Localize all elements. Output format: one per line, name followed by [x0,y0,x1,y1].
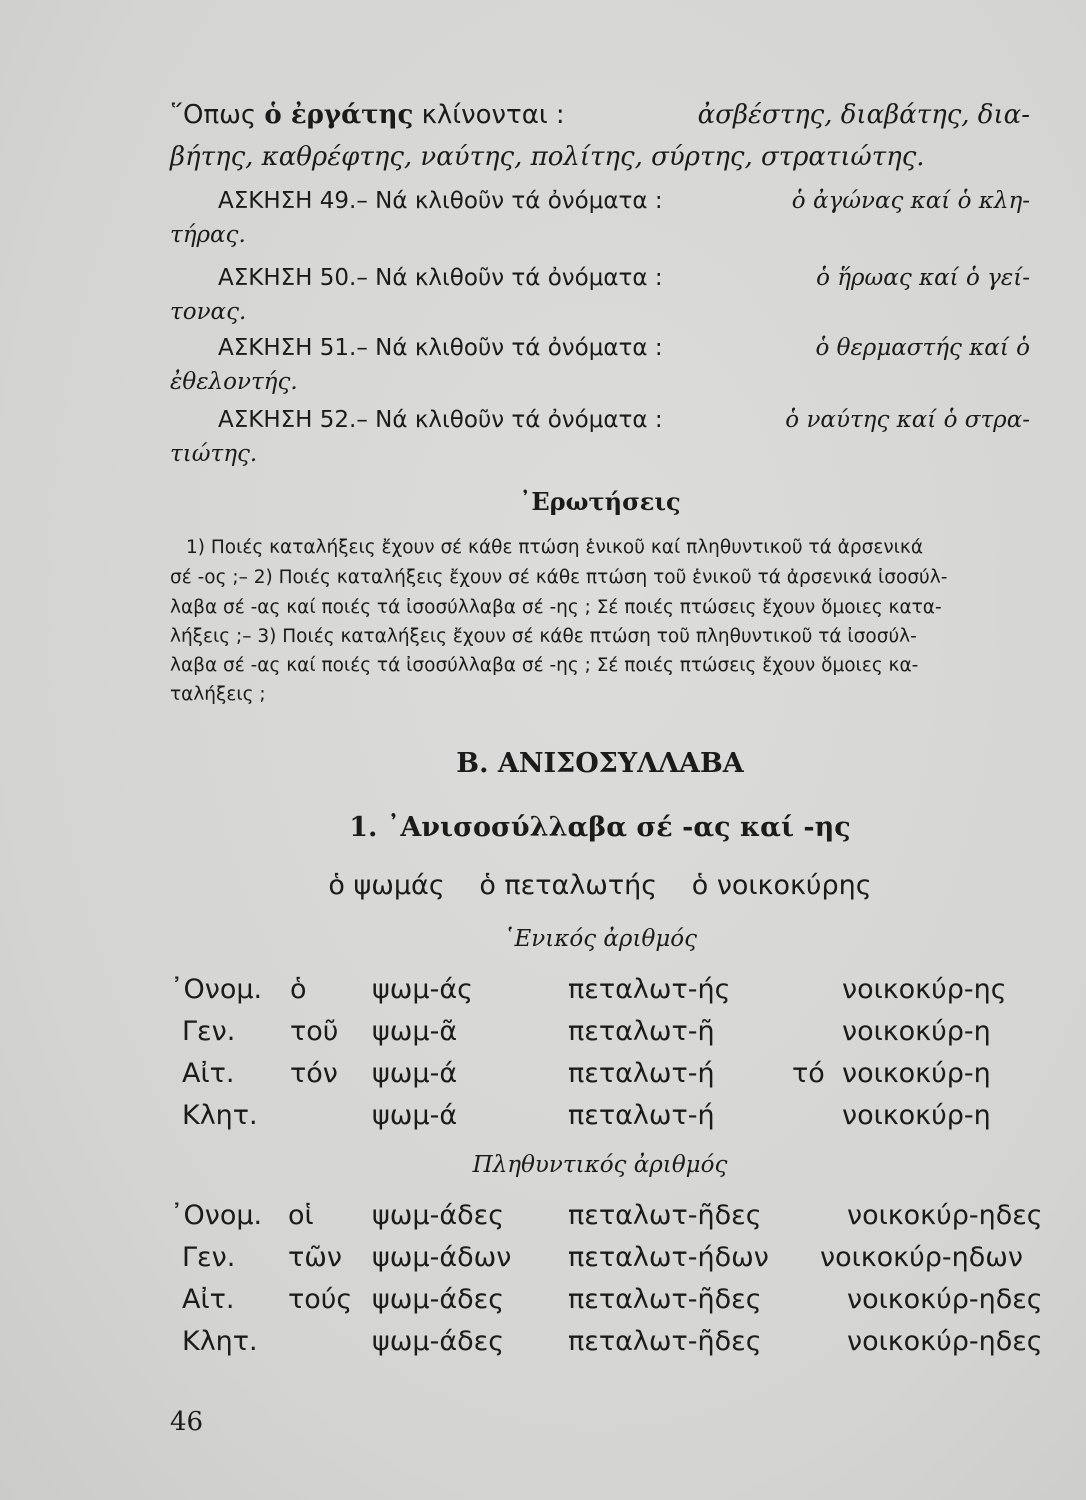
form-petalotis: πεταλωτ-ή [568,1058,715,1089]
form-petalotis: πεταλωτ-ής [568,974,731,1005]
intro-line-2: βήτης, καθρέφτης, ναύτης, πολίτης, σύρτης, στρατιώτης. [170,142,925,172]
form-noikokyris: νοικοκύρ-ης [842,974,1007,1005]
question-line-2: σέ -ος ;– 2) Ποιές καταλήξεις ἔχουν σέ κάθε πτώση τοῦ ἑνικοῦ τά ἀρσενικά ἰσοσύλ- [170,567,948,588]
exercise-52 [218,407,1030,433]
case-label: Γεν. [182,1242,236,1273]
form-petalotis: πεταλωτ-ῆδες [568,1326,762,1357]
exercise-52-label: ΑΣΚΗΣΗ 52.– Νά κλιθοῦν τά ὀνόματα : [218,407,663,433]
exercise-49-words: ὁ ἀγώνας καί ὁ κλη- [791,188,1030,214]
page-number: 46 [170,1407,204,1437]
exercise-51-label: ΑΣΚΗΣΗ 51.– Νά κλιθοῦν τά ὀνόματα : [218,335,663,361]
form-noikokyris: νοικοκύρ-ηδες [847,1326,1043,1357]
form-petalotis: πεταλωτ-ῆδες [568,1284,762,1315]
exercise-51 [218,335,1030,361]
form-psomas: ψωμ-άς [372,974,473,1005]
form-noikokyris: νοικοκύρ-η [842,1100,991,1131]
article: τῶν [288,1242,342,1273]
question-line-1: 1) Ποιές καταλήξεις ἔχουν σέ κάθε πτώση ἑνικοῦ καί πληθυντικοῦ τά ἀρσενικά [186,537,924,558]
case-label: Γεν. [182,1016,236,1047]
singular-heading: ῾Ενικός ἀριθμός [502,926,697,952]
exercise-52-words: ὁ ναύτης καί ὁ στρα- [785,407,1030,433]
case-label: Κλητ. [182,1100,258,1131]
section-title: Β. ΑΝΙΣΟΣΥΛΛΑΒΑ [456,748,744,779]
intro-words: ἀσβέστης, διαβάτης, δια- [697,100,1030,130]
article: τόν [290,1058,338,1089]
question-line-6: ταλήξεις ; [170,684,266,705]
form-psomas: ψωμ-άδων [372,1242,512,1273]
form-psomas: ψωμ-άδες [372,1200,505,1231]
exercise-50 [218,265,1030,291]
form-petalotis: πεταλωτ-ή [568,1100,715,1131]
exercise-52-cont: τιώτης. [170,441,258,467]
exercise-49-label: ΑΣΚΗΣΗ 49.– Νά κλιθοῦν τά ὀνόματα : [218,188,663,214]
form-noikokyris: νοικοκύρ-η [842,1016,991,1047]
form-psomas: ψωμ-ά [372,1058,458,1089]
example-noikokyris: ὁ νοικοκύρης [691,870,872,901]
case-label: ᾽Ονομ. [170,974,263,1005]
form-noikokyris: νοικοκύρ-η [842,1058,991,1089]
form-psomas: ψωμ-άδες [372,1284,505,1315]
exercise-51-cont: ἐθελοντής. [170,369,298,395]
exercise-49 [218,188,1030,214]
example-psomas: ὁ ψωμάς [328,870,445,901]
form-psomas: ψωμ-άδες [372,1326,505,1357]
form-petalotis: πεταλωτ-ῆδες [568,1200,762,1231]
question-line-4: λήξεις ;– 3) Ποιές καταλήξεις ἔχουν σέ κάθε πτώση τοῦ πληθυντικοῦ τά ἰσοσύλ- [170,626,917,647]
exercise-50-label: ΑΣΚΗΣΗ 50.– Νά κλιθοῦν τά ὀνόματα : [218,265,663,291]
exercise-50-words: ὁ ἥρωας καί ὁ γεί- [816,265,1030,291]
case-label: ᾽Ονομ. [170,1200,263,1231]
article: οἱ [288,1200,314,1231]
article: τοῦ [290,1016,339,1047]
form-petalotis: πεταλωτ-ήδων [568,1242,769,1273]
question-line-3: λαβα σέ -ας καί ποιές τά ἰσοσύλλαβα σέ -ης ; Σέ ποιές πτώσεις ἔχουν ὅμοιες κατα- [170,597,942,618]
case-label: Αἰτ. [182,1058,235,1089]
intro-example: ὁ ἐργάτης [264,100,414,130]
form-psomas: ψωμ-ά [372,1100,458,1131]
exercise-51-words: ὁ θερμαστής καί ὁ [815,335,1030,361]
form-noikokyris: νοικοκύρ-ηδων [820,1242,1023,1273]
form-noikokyris: νοικοκύρ-ηδες [847,1284,1043,1315]
form-petalotis: πεταλωτ-ῆ [568,1016,715,1047]
intro-line-1 [170,100,1030,130]
questions-heading: ᾽Ερωτήσεις [519,487,681,516]
section-subtitle: 1. ᾽Ανισοσύλλαβα σέ -ας καί -ης [349,812,851,843]
article: τούς [288,1284,353,1315]
exercise-50-cont: τονας. [170,299,247,325]
case-label: Αἰτ. [182,1284,235,1315]
intro-verb: κλίνονται : [421,100,565,130]
example-words [170,870,1030,901]
form-noikokyris: νοικοκύρ-ηδες [847,1200,1043,1231]
case-label: Κλητ. [182,1326,258,1357]
intro-opos: ῞Οπως [170,100,257,130]
example-petalotis: ὁ πεταλωτής [479,870,658,901]
plural-heading: Πληθυντικός ἀριθμός [472,1152,728,1178]
form-psomas: ψωμ-ᾶ [372,1016,458,1047]
article: ὁ [290,974,307,1005]
question-line-5: λαβα σέ -ας καί ποιές τά ἰσοσύλλαβα σέ -ης ; Σέ ποιές πτώσεις ἔχουν ὅμοιες κα- [170,655,919,676]
exercise-49-cont: τήρας. [170,222,246,248]
article-neuter: τό [792,1058,825,1089]
